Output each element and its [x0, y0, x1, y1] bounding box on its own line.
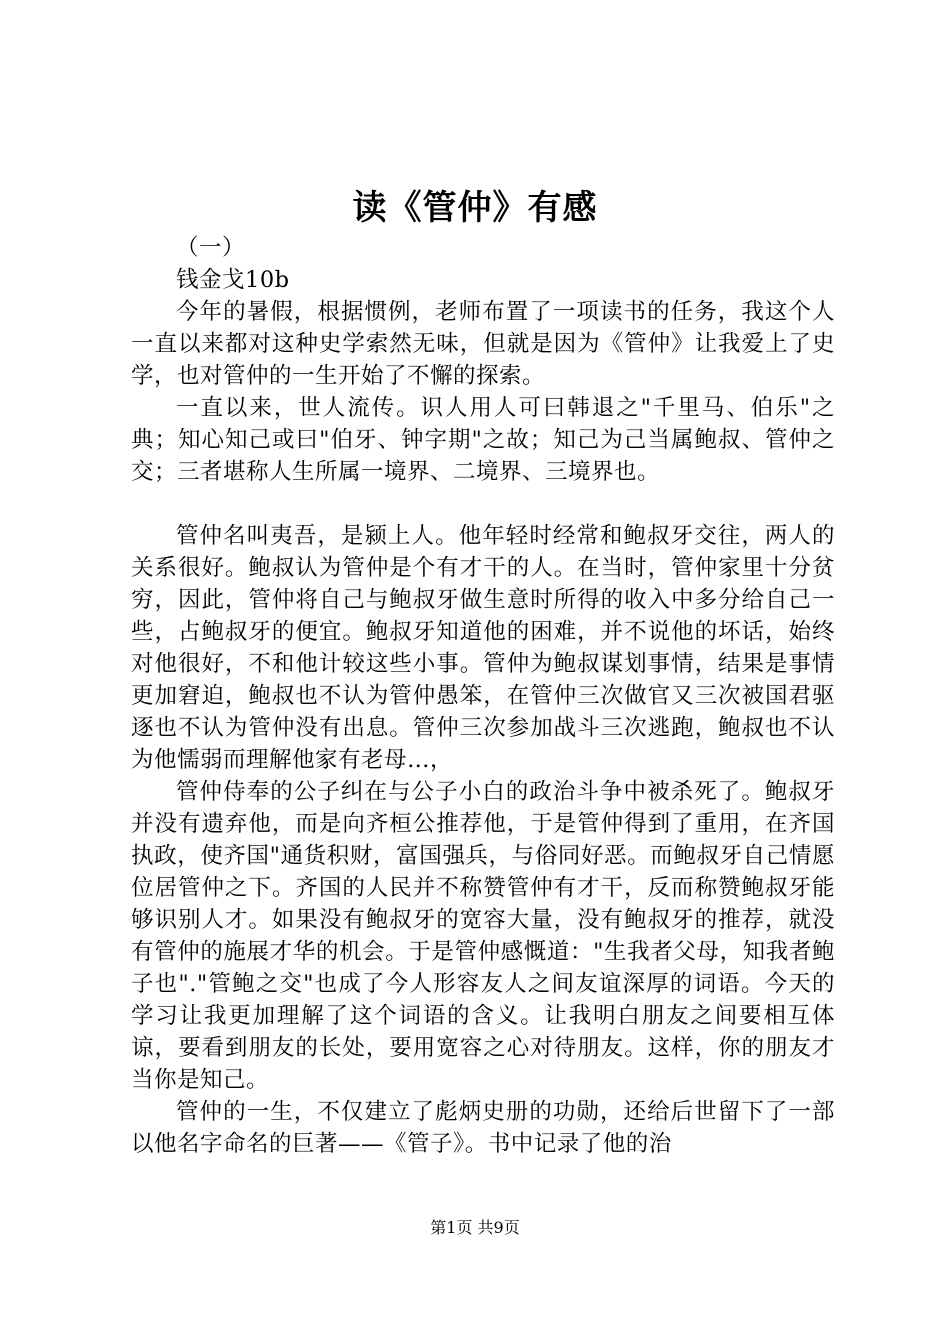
paragraph: 今年的暑假，根据惯例，老师布置了一项读书的任务，我这个人一直以来都对这种史学索然无味，但就是因为《管仲》让我爱上了史学，也对管仲的一生开始了不懈的探索。	[131, 299, 835, 389]
paragraph: 管仲侍奉的公子纠在与公子小白的政治斗争中被杀死了。鲍叔牙并没有遗弃他，而是向齐桓公推荐他，于是管仲得到了重用，在齐国执政，使齐国"通货积财，富国强兵，与俗同好恶。而鲍叔牙自己情愿位居管仲之下。齐国的人民并不称赞管仲有才干，反而称赞鲍叔牙能够识别人才。如果没有鲍叔牙的宽容大量，没有鲍叔牙的推荐，就没有管仲的施展才华的机会。于是管仲感慨道："生我者父母，知我者鲍子也"."管鲍之交"也成了今人形容友人之间友谊深厚的词语。今天的学习让我更加理解了这个词语的含义。让我明白朋友之间要相互体谅，要看到朋友的长处，要用宽容之心对待朋友。这样，你的朋友才当你是知己。	[131, 779, 835, 1093]
author-line: 钱金戈10b	[176, 267, 290, 293]
document-title: 读《管仲》有感	[352, 188, 598, 228]
paragraph: 管仲名叫夷吾，是颍上人。他年轻时经常和鲍叔牙交往，两人的关系很好。鲍叔认为管仲是个有才干的人。在当时，管仲家里十分贫穷，因此，管仲将自己与鲍叔牙做生意时所得的收入中多分给自己一些，占鲍叔牙的便宜。鲍叔牙知道他的困难，并不说他的坏话，始终对他很好，不和他计较这些小事。管仲为鲍叔谋划事情，结果是事情更加窘迫，鲍叔也不认为管仲愚笨，在管仲三次做官又三次被国君驱逐也不认为管仲没有出息。管仲三次参加战斗三次逃跑，鲍叔也不认为他懦弱而理解他家有老母…，	[131, 523, 835, 773]
page-footer: 第1页 共9页	[430, 1218, 520, 1237]
section-label: （一）	[176, 235, 246, 261]
paragraph: 一直以来，世人流传。识人用人可曰韩退之"千里马、伯乐"之典；知心知己或曰"伯牙、钟字期"之故；知己为己当属鲍叔、管仲之交；三者堪称人生所属一境界、二境界、三境界也。	[131, 395, 835, 485]
document-body	[131, 232, 835, 1160]
paragraph: 管仲的一生，不仅建立了彪炳史册的功勋，还给后世留下了一部以他名字命名的巨著——《管子》。书中记录了他的治	[131, 1099, 835, 1157]
paragraph-spacer	[131, 488, 835, 520]
